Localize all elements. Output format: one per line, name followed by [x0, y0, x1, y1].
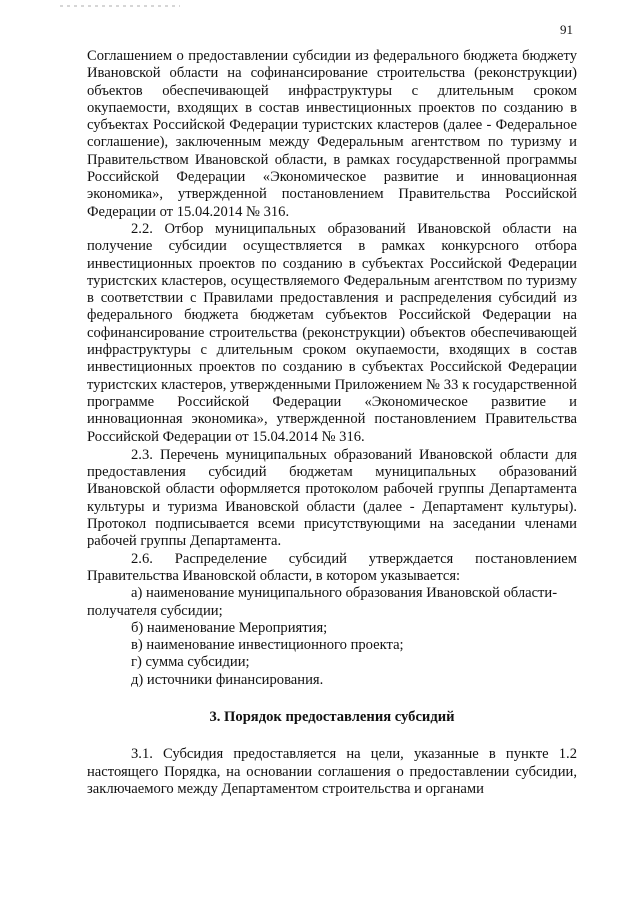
- document-body: [87, 48, 577, 798]
- page-number: 91: [560, 22, 573, 37]
- paragraph-2-3: 2.3. Перечень муниципальных образований Ивановской области для предоставления субсидий бюджетам муниципальных образований Ивановской области оформляется протоколом рабочей группы Департамента культуры и туризма Ивановской области (далее - Департамент культуры). Протокол подписывается всеми присутствующими на заседании членами рабочей группы Департамента.: [87, 446, 577, 550]
- paragraph-continuation: Соглашением о предоставлении субсидии из федерального бюджета бюджету Ивановской области на софинансирование строительства (реконструкции) объектов обеспечивающей инфраструктуры с длительным сроком окупаемости, входящих в состав инвестиционных проектов по созданию в субъектах Российской Федерации туристских кластеров (далее - Федеральное соглашение), заключенным между Федеральным агентством по туризму и Правительством Ивановской области, в рамках государственной программы Российской Федерации «Экономическое развитие и инновационная экономика», утвержденной постановлением Правительства Российской Федерации от 15.04.2014 № 316.: [87, 48, 577, 220]
- section-heading: 3. Порядок предоставления субсидий: [209, 708, 455, 725]
- scan-artifact: [60, 5, 180, 7]
- paragraph-3-1: 3.1. Субсидия предоставляется на цели, указанные в пункте 1.2 настоящего Порядка, на основании соглашения о предоставлении субсидии, заключаемого между Департаментом строительства и органами: [87, 746, 577, 797]
- list-item-b: б) наименование Мероприятия;: [131, 619, 328, 636]
- list-item-v: в) наименование инвестиционного проекта;: [131, 637, 404, 654]
- list-item-a: а) наименование муниципального образования Ивановской области-получателя субсидии;: [87, 585, 558, 619]
- list-item-g: г) сумма субсидии;: [131, 654, 250, 671]
- paragraph-2-2: 2.2. Отбор муниципальных образований Ивановской области на получение субсидии осуществляется в рамках конкурсного отбора инвестиционных проектов по созданию в субъектах Российской Федерации туристских кластеров, осуществляемого Федеральным агентством по туризму в соответствии с Правилами предоставления и распределения субсидий из федерального бюджета бюджетам субъектов Российской Федерации на софинансирование строительства (реконструкции) объектов обеспечивающей инфраструктуры с длительным сроком окупаемости, входящих в состав инвестиционных проектов по созданию в субъектах Российской Федерации туристских кластеров, утвержденными Приложением № 33 к государственной программе Российской Федерации «Экономическое развитие и инновационная экономика», утвержденной постановлением Правительства Российской Федерации от 15.04.2014 № 316.: [87, 220, 577, 445]
- list-item-d: д) источники финансирования.: [131, 671, 324, 688]
- paragraph-2-6: 2.6. Распределение субсидий утверждается постановлением Правительства Ивановской области, в котором указывается:: [87, 550, 577, 584]
